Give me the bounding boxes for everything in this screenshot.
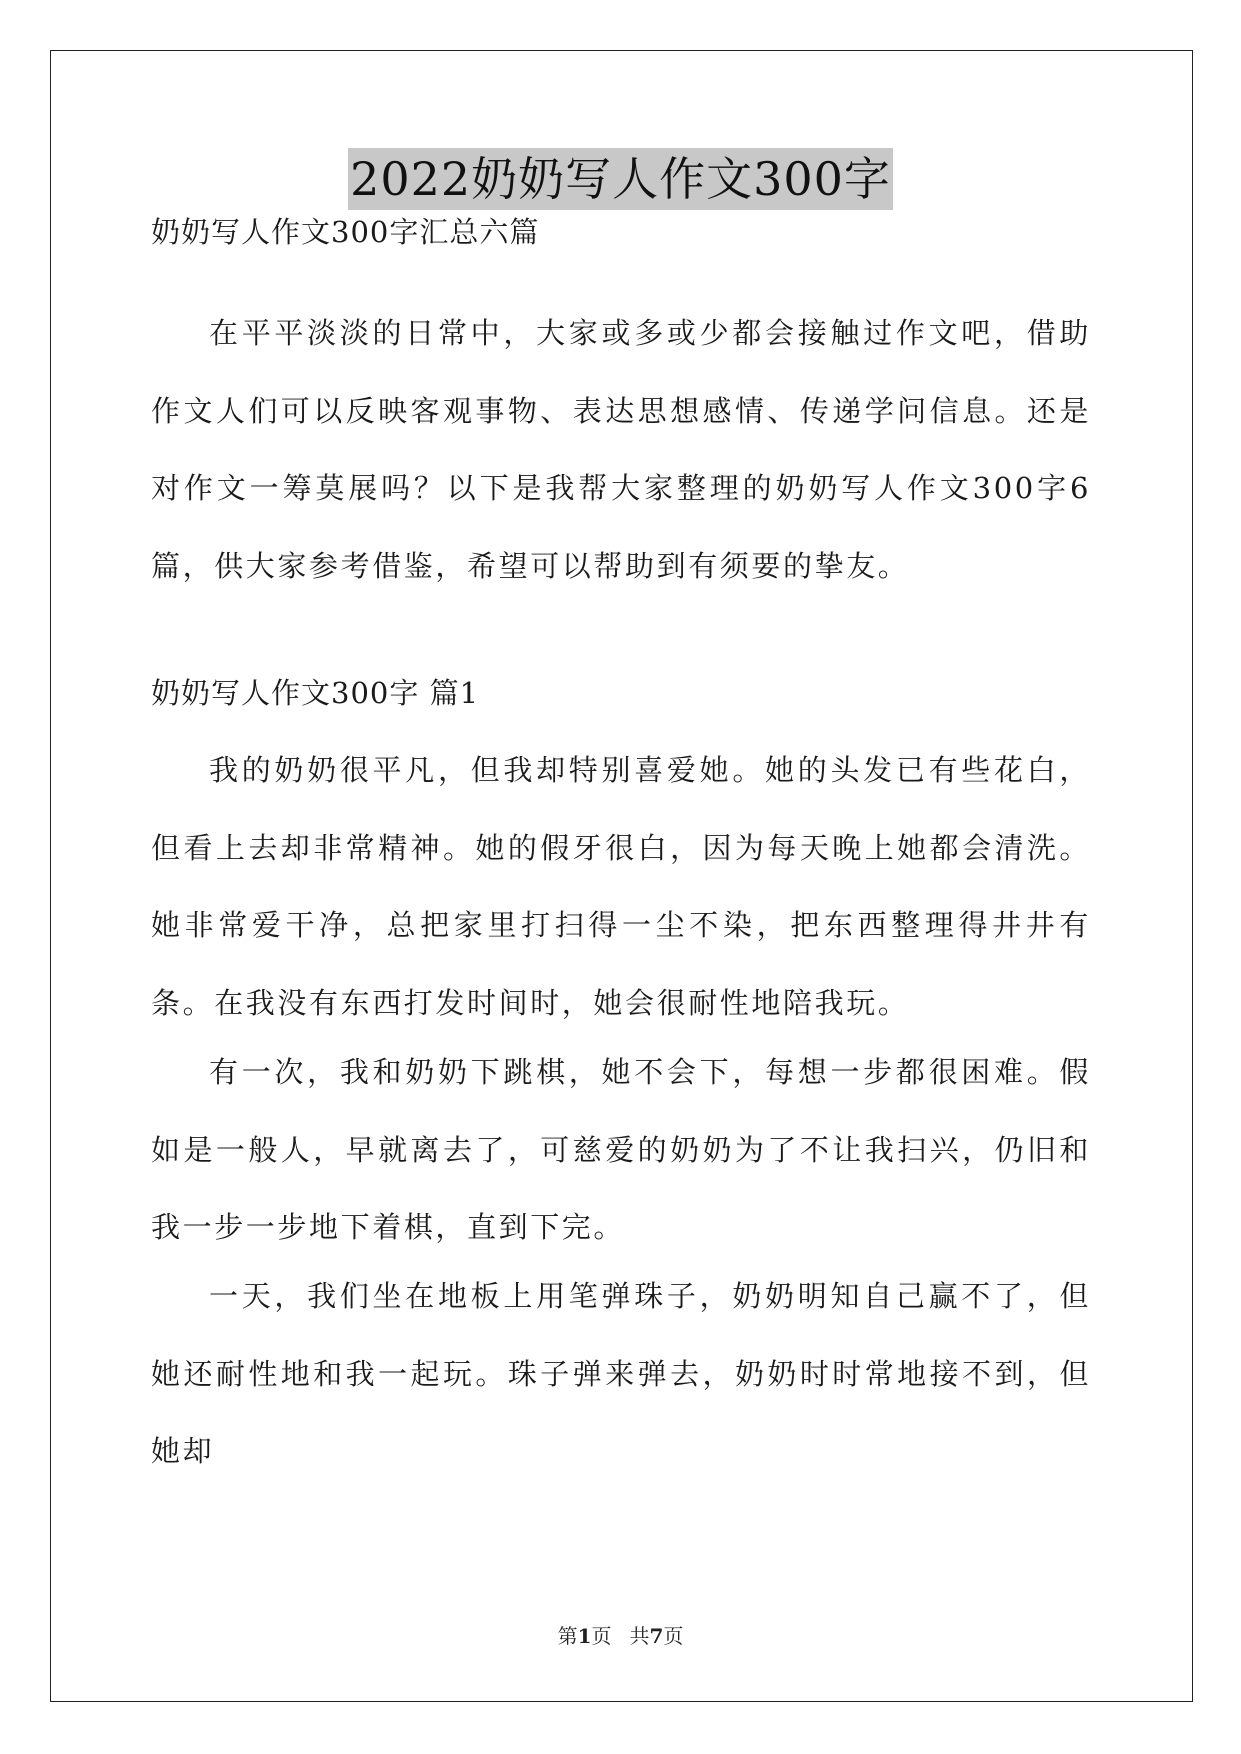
document-title: 2022奶奶写人作文300字 xyxy=(348,148,893,210)
footer-total-pages: 7 xyxy=(649,1624,664,1648)
section-heading: 奶奶写人作文300字 篇1 xyxy=(151,676,480,710)
body-paragraph-2: 有一次，我和奶奶下跳棋，她不会下，每想一步都很困难。假如是一般人，早就离去了，可慈爱的奶奶为了不让我扫兴，仍旧和我一步一步地下着棋，直到下完。 xyxy=(151,1055,1091,1244)
title-wrap xyxy=(0,148,1241,210)
footer-suffix: 页 xyxy=(663,1624,684,1648)
footer-page-word: 页 xyxy=(591,1624,612,1648)
page-footer xyxy=(0,1622,1241,1650)
body-paragraph-1: 我的奶奶很平凡，但我却特别喜爱她。她的头发已有些花白，但看上去却非常精神。她的假牙很白，因为每天晚上她都会清洗。她非常爱干净，总把家里打扫得一尘不染，把东西整理得井井有条。在我没有东西打发时间时，她会很耐性地陪我玩。 xyxy=(151,753,1091,1020)
intro-paragraph: 在平平淡淡的日常中，大家或多或少都会接触过作文吧，借助作文人们可以反映客观事物、表达思想感情、传递学问信息。还是对作文一筹莫展吗？以下是我帮大家整理的奶奶写人作文300字6篇，供大家参考借鉴，希望可以帮助到有须要的挚友。 xyxy=(151,316,1091,583)
footer-page-number: 1 xyxy=(577,1624,592,1648)
footer-prefix: 第 xyxy=(557,1624,578,1648)
footer-total-prefix: 共 xyxy=(629,1624,650,1648)
body-paragraph-3: 一天，我们坐在地板上用笔弹珠子，奶奶明知自己赢不了，但她还耐性地和我一起玩。珠子弹来弹去，奶奶时时常地接不到，但她却 xyxy=(151,1279,1091,1468)
document-subtitle: 奶奶写人作文300字汇总六篇 xyxy=(151,215,540,249)
